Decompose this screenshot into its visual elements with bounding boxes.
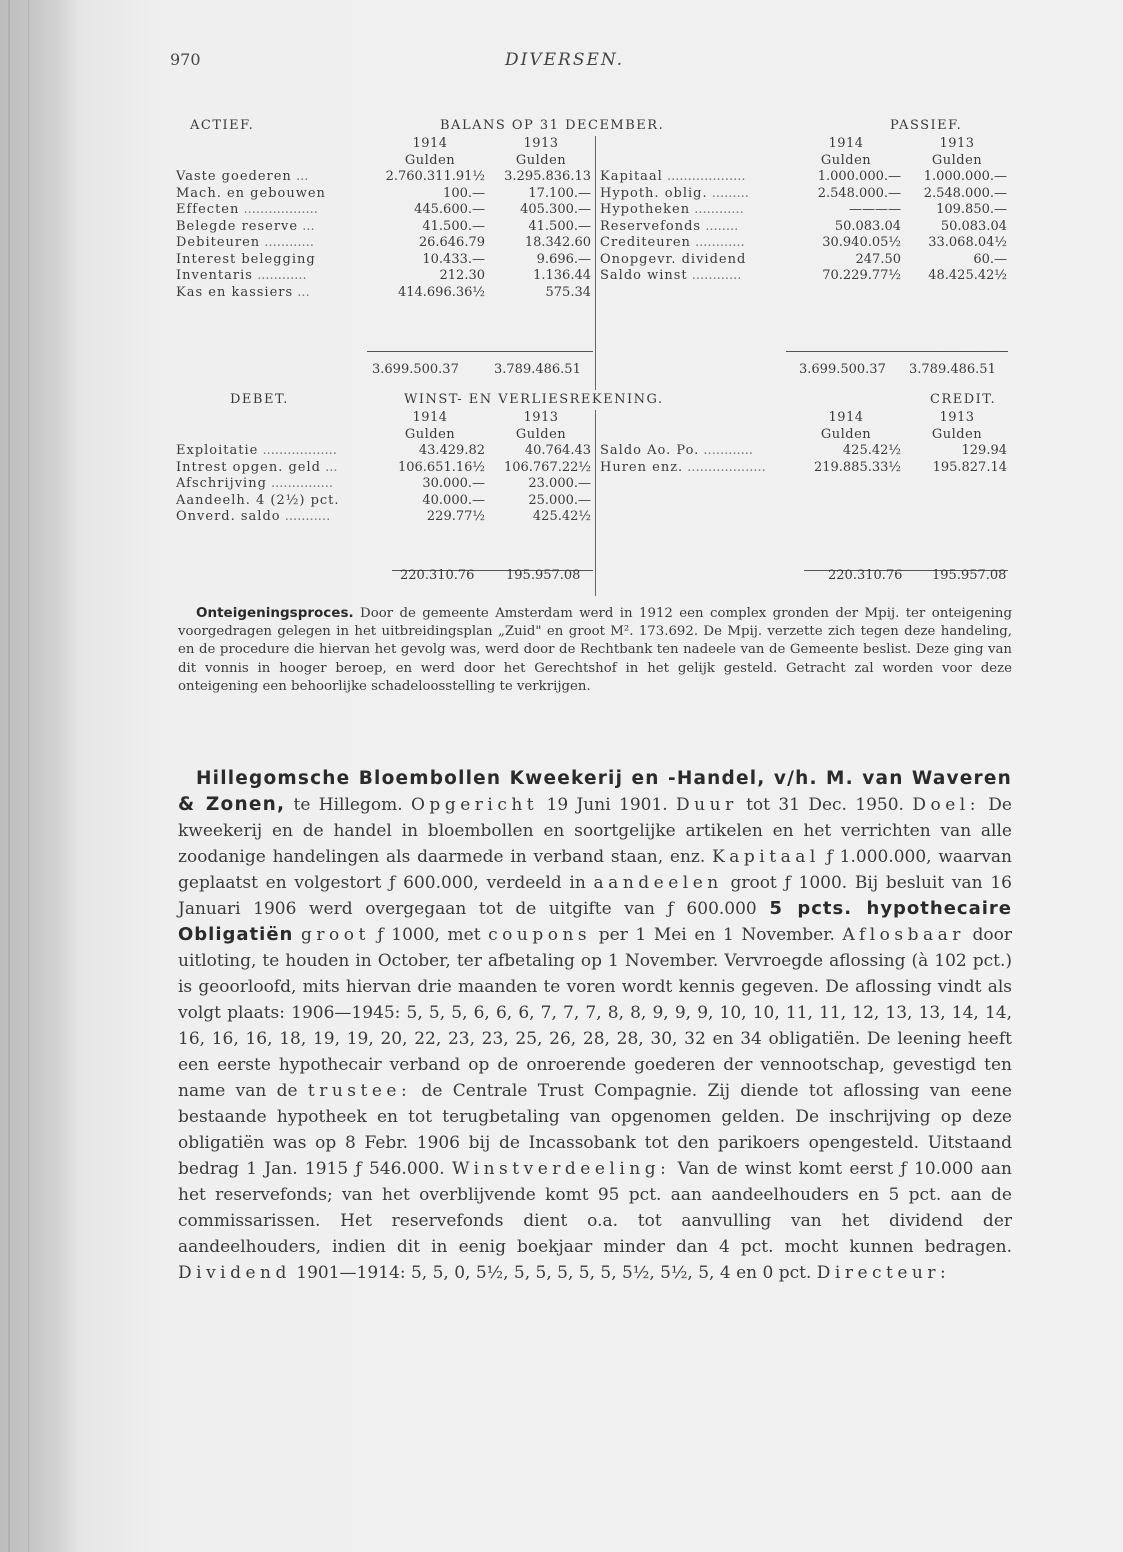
keyword-directeur: Directeur: — [816, 1263, 951, 1283]
value-1913: 17.100.— — [528, 185, 591, 201]
keyword-coupons: coupons — [488, 925, 592, 945]
debit-total-1913: 195.957.08 — [506, 568, 581, 583]
entry-text: door uitloting, te houden in October, ter afbetaling op 1 November. Vervroegde aflossing (à 102 pct.) is geoorloofd, mits hiervan drie maanden te voren wordt kennis gegeven. De aflossing vindt als volgt plaats: 1906—1945: 5, 5, 5, 6, 6, 6, 7, 7, 7, 8, 8, 9, 9, 9, 10, 10, 11, 11, 12, 13, 13, 14, 14, 16, 16, 16, 18, 19, 19, 20, 22, 23, 23, 25, 26, 28, 28, 30, 32 en 34 obligatiën. De leening heeft een eerste hypothecair verband op de onroerende goederen der vennootschap, gevestigd ten name van de — [178, 925, 1012, 1101]
value-1914: 445.600.— — [414, 202, 485, 217]
entry-text: ƒ 1000, met — [369, 925, 489, 945]
value-1913: 129.94 — [961, 443, 1007, 458]
value-1913: 109.850.— — [936, 202, 1007, 217]
value-1913: 18.342.60 — [524, 235, 591, 250]
value-1914: 425.42½ — [842, 443, 901, 458]
table-row — [172, 186, 597, 203]
row-label-text: Vaste goederen — [176, 169, 292, 184]
entry-text: de Centrale Trust Compagnie. Zij diende tot aflossing van eene bestaande hypotheek en tot terugbetaling van opgenomen gelden. De inschrijving op deze obligatiën was op 8 Febr. 1906 bij de Incassobank tot den parikoers opengesteld. Uitstaand bedrag 1 Jan. 1915 ƒ 546.000. — [178, 1081, 1012, 1179]
keyword-kapitaal: Kapitaal — [712, 847, 820, 867]
row-label — [600, 235, 745, 252]
value-1914: 70.229.77½ — [822, 268, 901, 283]
credit-rows — [596, 443, 1013, 476]
leader-dots: ............ — [252, 268, 307, 283]
entry-text: Van de winst komt eerst ƒ 10.000 aan het reservefonds; van het overblijvende komt 95 pct. aan aandeelhouders en 5 pct. aan de commissarissen. Het reservefonds dient o.a. tot aanvulling van het dividend der aandeelhouders, indien dit in eenig boekjaar minder dan 4 pct. mocht kunnen bedragen. — [178, 1159, 1012, 1257]
row-label-text: Huren enz. — [600, 459, 684, 475]
row-label-text: Onopgevr. dividend — [600, 251, 747, 267]
page-header — [170, 50, 1030, 74]
row-label — [176, 493, 340, 510]
keyword-groot: groot — [300, 925, 370, 945]
credit-heading: CREDIT. — [930, 392, 997, 407]
year-1914-label: 1914 — [828, 410, 864, 425]
value-1914: 2.760.311.91½ — [385, 169, 485, 184]
onteigening-paragraph — [178, 604, 1012, 696]
value-1913: 1.136.44 — [533, 268, 591, 283]
keyword-aflosbaar: Aflosbaar — [842, 925, 965, 945]
row-label-text: Belegde reserve — [176, 218, 299, 234]
entry-text: per 1 Mei en 1 November. — [591, 925, 843, 945]
credit-total-1913: 195.957.08 — [932, 568, 1007, 583]
row-label — [600, 202, 744, 219]
leader-dots: ................... — [662, 169, 746, 184]
row-label-text: Kas en kassiers — [176, 284, 294, 300]
row-label-text: Interest belegging — [176, 251, 316, 267]
liabilities-rows — [596, 169, 1013, 285]
leader-dots: ......... — [707, 185, 749, 201]
bond-title: 5 pcts. hypothecaire Obligatiën — [178, 898, 1012, 945]
table-row — [172, 252, 597, 269]
leader-dots: ........... — [280, 509, 331, 524]
total-rule — [367, 351, 593, 352]
value-1913: 40.764.43 — [524, 443, 591, 458]
currency-label: Gulden — [931, 152, 983, 168]
value-1913: 9.696.— — [536, 251, 591, 267]
value-1914: 1.000.000.— — [817, 169, 901, 184]
row-label — [176, 235, 314, 252]
value-1913: 25.000.— — [528, 492, 591, 508]
row-label-text: Mach. en gebouwen — [176, 185, 326, 201]
currency-label: Gulden — [820, 152, 872, 168]
year-1913-label: 1913 — [523, 410, 559, 425]
value-1914: 106.651.16½ — [397, 459, 485, 475]
leader-dots: ............ — [699, 443, 754, 458]
value-1913: 60.— — [973, 251, 1007, 267]
row-label — [600, 186, 749, 203]
keyword-doel: Doel: — [912, 795, 980, 815]
table-row — [596, 202, 1013, 219]
currency-label: Gulden — [404, 152, 456, 168]
row-label — [600, 268, 741, 285]
row-label-text: Inventaris — [176, 268, 253, 283]
row-label — [176, 202, 318, 219]
value-1914: 40.000.— — [422, 492, 485, 508]
leader-dots: ... — [293, 284, 310, 300]
table-row — [596, 252, 1013, 269]
onteigening-lead: Onteigeningsproces. — [196, 605, 354, 621]
table-row — [172, 219, 597, 236]
table-row — [596, 219, 1013, 236]
value-1914: 219.885.33½ — [813, 459, 901, 475]
row-label — [176, 169, 308, 186]
leader-dots: ... — [291, 169, 309, 184]
leader-dots: ............ — [260, 235, 314, 250]
value-1914: 30.940.05½ — [822, 235, 901, 250]
table-row — [596, 186, 1013, 203]
currency-label: Gulden — [820, 426, 872, 442]
table-row — [596, 268, 1013, 285]
currency-label: Gulden — [515, 426, 567, 442]
value-1914: 212.30 — [439, 268, 485, 283]
row-label-text: Aandeelh. 4 (2½) pct. — [176, 492, 340, 508]
leader-dots: ........ — [701, 218, 739, 234]
value-1913: 50.083.04 — [940, 218, 1007, 234]
liabilities-total-1913: 3.789.486.51 — [909, 362, 996, 377]
currency-label: Gulden — [515, 152, 567, 168]
value-1913: 405.300.— — [520, 202, 591, 217]
balance-sheet — [172, 118, 1012, 377]
value-1914: 26.646.79 — [418, 235, 485, 250]
table-row — [172, 509, 597, 526]
row-label-text: Onverd. saldo — [176, 509, 281, 524]
keyword-duur: Duur — [676, 795, 738, 815]
entry-text: 19 Juni 1901. — [538, 795, 677, 815]
table-row — [596, 460, 1013, 477]
balance-sheet-headings — [172, 118, 1012, 136]
value-1914: 414.696.36½ — [397, 284, 485, 300]
value-1914: 41.500.— — [422, 218, 485, 234]
row-label — [600, 460, 766, 477]
table-row — [172, 476, 597, 493]
value-1913: 195.827.14 — [932, 459, 1007, 475]
balance-totals — [172, 362, 1012, 379]
year-1914-label: 1914 — [828, 136, 864, 151]
book-binding-edge — [0, 0, 80, 1552]
row-label-text: Hypoth. oblig. — [600, 185, 708, 201]
leader-dots: ................... — [683, 459, 766, 475]
table-row — [172, 285, 597, 302]
page-number: 970 — [170, 50, 201, 69]
year-1913-label: 1913 — [939, 136, 975, 151]
row-label — [176, 443, 337, 460]
row-label-text: Saldo Ao. Po. — [600, 443, 700, 458]
table-row — [172, 235, 597, 252]
row-label-text: Effecten — [176, 202, 240, 217]
row-label — [176, 252, 316, 269]
profit-loss-title: WINST- EN VERLIESREKENING. — [404, 392, 664, 407]
row-label — [176, 460, 338, 477]
running-title: DIVERSEN. — [505, 50, 625, 70]
value-1913: 425.42½ — [532, 509, 591, 524]
credit-total-1914: 220.310.76 — [828, 568, 903, 583]
value-1913: 3.295.836.13 — [504, 169, 591, 184]
row-label-text: Kapitaal — [600, 169, 663, 184]
table-row — [596, 443, 1013, 460]
total-rule — [786, 351, 1008, 352]
assets-total-1913: 3.789.486.51 — [494, 362, 581, 377]
leader-dots: ............ — [687, 268, 742, 283]
assets-rows — [172, 169, 597, 301]
value-1913: 33.068.04½ — [928, 235, 1007, 250]
value-1914: 10.433.— — [422, 251, 485, 267]
value-1913: 23.000.— — [528, 476, 591, 491]
debet-heading: DEBET. — [230, 392, 289, 407]
debit-total-1914: 220.310.76 — [400, 568, 475, 583]
row-label-text: Hypotheken — [600, 202, 691, 217]
onteigening-text: Door de gemeente Amsterdam werd in 1912 een complex gronden der Mpij. ter onteigening voorgedragen gelegen in het uitbreidingsplan „Zuid" en groot M². 173.692. De Mpij. verzette zich tegen deze handeling, en de procedure die hiervan het gevolg was, werd door de Rechtbank ten nadeele van de Gemeente beslist. Deze ging van dit vonnis in hooger beroep, en werd door het Gerechtshof in het gelijk gesteld. Getracht zal worden voor deze onteigening een behoorlijke schadeloosstelling te verkrijgen. — [178, 606, 1012, 694]
value-1914: 229.77½ — [426, 509, 485, 524]
leader-dots: ... — [298, 218, 315, 234]
year-1914-label: 1914 — [412, 136, 448, 151]
value-1914: 100.— — [443, 185, 485, 201]
value-1914: 50.083.04 — [834, 218, 901, 234]
entry-text: te Hillegom. — [285, 795, 411, 815]
entry-text: De kweekerij en de handel in bloembollen en soortgelijke artikelen en het verrichten van alle zoodanige handelingen als daarmede in verband staan, enz. — [178, 795, 1012, 867]
balance-sheet-title: BALANS OP 31 DECEMBER. — [440, 118, 665, 133]
leader-dots: .................. — [258, 443, 337, 458]
row-label-text: Crediteuren — [600, 235, 691, 250]
row-label — [600, 169, 745, 186]
row-label — [600, 219, 738, 236]
leader-dots: ... — [320, 459, 338, 475]
profit-loss-totals — [172, 568, 1012, 585]
entry-text: ƒ 1.000.000, waarvan geplaatst en volgestort ƒ 600.000, verdeeld in — [178, 847, 1013, 893]
row-label — [176, 509, 330, 526]
row-label-text: Intrest opgen. geld — [176, 459, 321, 475]
year-1914-label: 1914 — [412, 410, 448, 425]
value-1913: 41.500.— — [528, 218, 591, 234]
entry-text — [293, 925, 301, 945]
currency-label: Gulden — [404, 426, 456, 442]
year-1913-label: 1913 — [523, 136, 559, 151]
currency-label: Gulden — [931, 426, 983, 442]
liabilities-total-1914: 3.699.500.37 — [799, 362, 886, 377]
assets-total-1914: 3.699.500.37 — [372, 362, 459, 377]
value-1914: 43.429.82 — [418, 443, 485, 458]
entry-text: 1901—1914: 5, 5, 0, 5½, 5, 5, 5, 5, 5, 5½, 5½, 5, 4 en 0 pct. — [290, 1263, 817, 1283]
keyword-winstverdeeling: Winstverdeeling: — [451, 1159, 671, 1179]
passief-heading: PASSIEF. — [890, 118, 963, 133]
value-1913: 48.425.42½ — [928, 268, 1007, 283]
profit-loss-headings — [172, 392, 1012, 410]
value-1914: 30.000.— — [422, 476, 485, 491]
row-label — [176, 186, 326, 203]
assets-column — [172, 136, 597, 356]
keyword-trustee: trustee: — [307, 1081, 412, 1101]
table-row — [596, 235, 1013, 252]
table-row — [172, 443, 597, 460]
keyword-dividend: Dividend — [178, 1263, 291, 1283]
leader-dots: ............... — [266, 476, 334, 491]
value-1913: 1.000.000.— — [923, 169, 1007, 184]
keyword-opgericht: Opgericht — [411, 795, 539, 815]
row-label-text: Reservefonds — [600, 218, 702, 234]
row-label — [176, 268, 307, 285]
entry-text: groot ƒ 1000. Bij besluit van 16 Januari 1906 werd overgegaan tot de uitgifte van ƒ 600.000 — [178, 873, 1012, 919]
table-row — [172, 169, 597, 186]
liabilities-column — [595, 136, 1013, 390]
row-label-text: Afschrijving — [176, 476, 267, 491]
company-entry — [178, 766, 1012, 1286]
table-row — [172, 493, 597, 510]
profit-loss-account — [172, 392, 1012, 583]
value-1914: 2.548.000.— — [817, 185, 901, 201]
keyword-aandeelen: aandeelen — [593, 873, 723, 893]
row-label — [176, 285, 310, 302]
value-1914: ———— — [849, 202, 901, 217]
table-row — [596, 169, 1013, 186]
table-row — [172, 202, 597, 219]
leader-dots: .................. — [239, 202, 318, 217]
year-1913-label: 1913 — [939, 410, 975, 425]
value-1913: 106.767.22½ — [503, 459, 591, 475]
row-label — [600, 252, 746, 269]
row-label-text: Debiteuren — [176, 235, 261, 250]
debit-rows — [172, 443, 597, 526]
row-label — [600, 443, 753, 460]
row-label — [176, 476, 333, 493]
table-row — [172, 460, 597, 477]
value-1913: 575.34 — [545, 284, 591, 300]
row-label-text: Exploitatie — [176, 443, 259, 458]
value-1913: 2.548.000.— — [923, 185, 1007, 201]
leader-dots: ............ — [690, 202, 744, 217]
actief-heading: ACTIEF. — [190, 118, 255, 133]
row-label — [176, 219, 315, 236]
table-row — [172, 268, 597, 285]
entry-text: tot 31 Dec. 1950. — [737, 795, 913, 815]
company-name: Hillegomsche Bloembollen Kweekerij en -Handel, v/h. M. van Waveren & Zonen, — [178, 768, 1012, 815]
row-label-text: Saldo winst — [600, 268, 688, 283]
value-1914: 247.50 — [855, 251, 901, 267]
leader-dots: ............ — [690, 235, 745, 250]
